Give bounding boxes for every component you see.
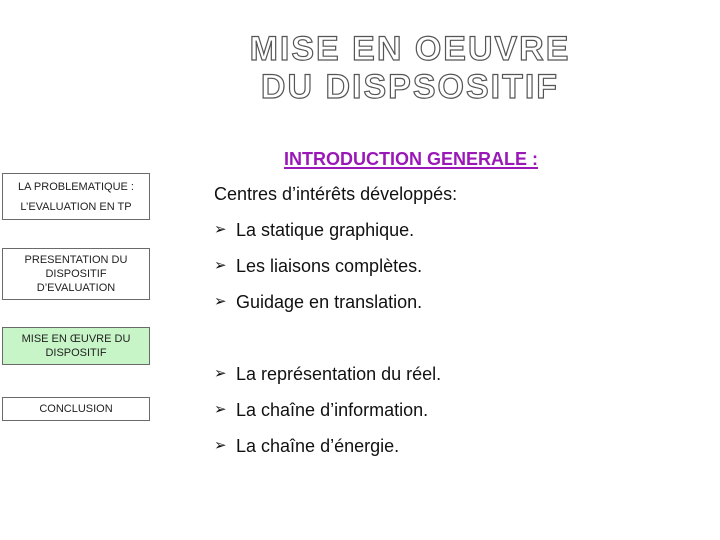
nav-item-label: DISPOSITIF — [45, 347, 107, 359]
nav-item-mise-en-oeuvre[interactable] — [2, 327, 150, 365]
nav-item-presentation[interactable] — [2, 248, 150, 300]
arrow-bullet-icon: ➢ — [214, 437, 227, 454]
arrow-bullet-icon: ➢ — [214, 293, 227, 310]
list-item — [214, 428, 694, 464]
list-item — [214, 212, 694, 248]
nav-item-label: DISPOSITIF — [45, 268, 107, 280]
nav-item-label: D’EVALUATION — [36, 282, 116, 294]
arrow-bullet-icon: ➢ — [214, 221, 227, 238]
content-area — [214, 146, 694, 464]
nav-item-label: CONCLUSION — [39, 403, 113, 415]
list-item-text: La chaîne d’énergie. — [236, 436, 400, 456]
nav-item-label: PRESENTATION DU — [24, 254, 128, 266]
list-item-text: La statique graphique. — [236, 220, 415, 240]
list-spacer — [214, 320, 694, 356]
section-heading: INTRODUCTION GENERALE : — [284, 149, 538, 169]
nav-item-conclusion[interactable] — [2, 397, 150, 421]
arrow-bullet-icon: ➢ — [214, 365, 227, 382]
list-item — [214, 392, 694, 428]
bullet-list — [214, 212, 694, 464]
arrow-bullet-icon: ➢ — [214, 257, 227, 274]
slide-title-line-2: DU DISPSOSITIF — [260, 68, 560, 106]
arrow-bullet-icon: ➢ — [214, 401, 227, 418]
list-item-text: La chaîne d’information. — [236, 400, 429, 420]
list-item-text: La représentation du réel. — [236, 364, 442, 384]
list-item — [214, 248, 694, 284]
list-item-text: Guidage en translation. — [236, 292, 423, 312]
list-item — [214, 284, 694, 320]
nav-item-label: LA PROBLEMATIQUE : — [18, 180, 134, 193]
lead-text: Centres d’intérêts développés: — [214, 184, 458, 204]
nav-item-problematique[interactable] — [2, 173, 150, 220]
slide-title-line-1: MISE EN OEUVRE — [249, 30, 571, 68]
nav-item-label: MISE EN ŒUVRE DU — [21, 333, 131, 345]
list-item-text: Les liaisons complètes. — [236, 256, 423, 276]
list-item — [214, 356, 694, 392]
slide-title — [200, 30, 620, 106]
nav-item-label: L’EVALUATION EN TP — [20, 200, 132, 213]
